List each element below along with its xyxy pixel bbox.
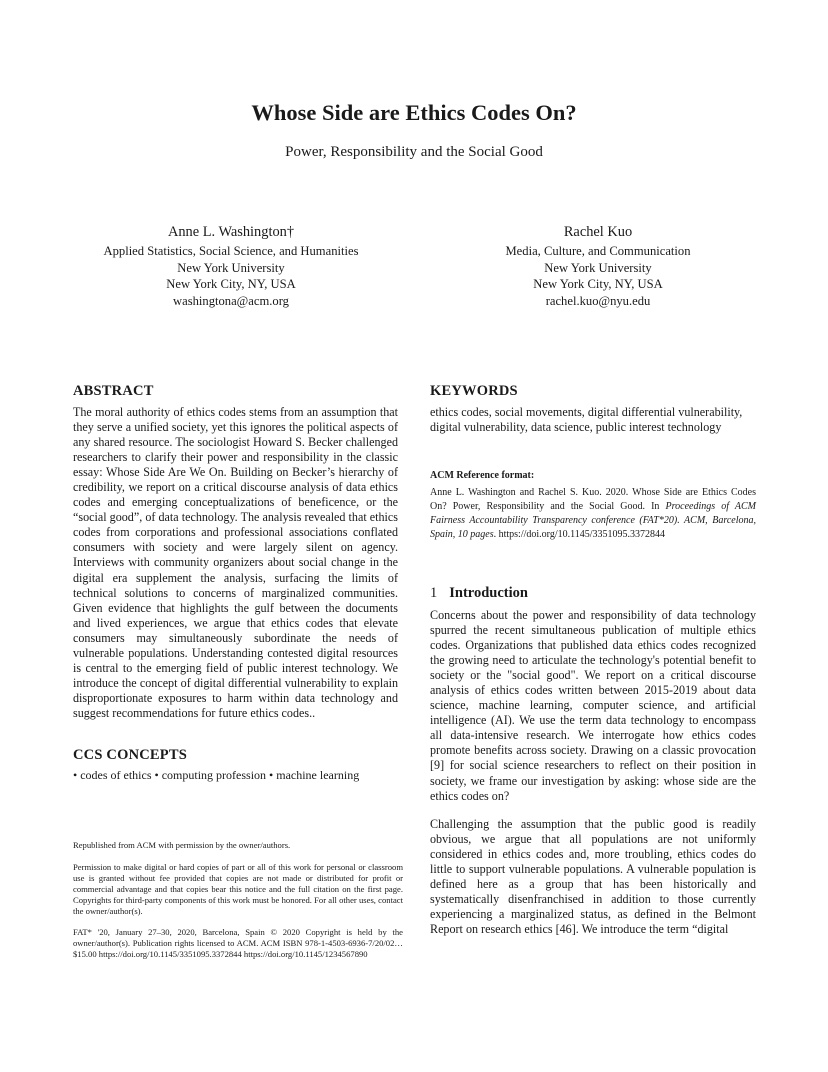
abstract-heading: ABSTRACT [73, 383, 154, 399]
acm-reference-text [430, 486, 756, 542]
section-number: 1 [430, 585, 438, 601]
author-email[interactable]: rachel.kuo@nyu.edu [545, 293, 651, 308]
author-institution: New York University [177, 260, 285, 275]
keywords-heading: KEYWORDS [430, 383, 518, 399]
paper-title: Whose Side are Ethics Codes On? [251, 100, 577, 125]
author-affiliation: Applied Statistics, Social Science, and Humanities [103, 244, 359, 259]
acm-reference-doi[interactable]: . https://doi.org/10.1145/3351095.3372844 [493, 529, 666, 540]
author-block-2 [428, 224, 768, 309]
introduction-paragraph-2: Challenging the assumption that the public good is readily obvious, we argue that all populations are not uniformly considered in ethics codes and, more troubling, ethics codes do little to support vulnerable populations. A vulnerable population is defined here as a group that has been historically and systematically disenfranchised in addition to those currently experiencing a marginalized status, as defined in the Belmont Report on research ethics [46]. We introduce the term “digital [430, 817, 756, 937]
abstract-text: The moral authority of ethics codes stems from an assumption that they serve a unified society, yet this ignores the political aspects of any shared resource. The sociologist Howard S. Becker challenged researchers to clarify their power and responsibility in the classic essay: Whose Side Are We On. Building on Becker’s hierarchy of credibility, we report on a critical discourse analysis of data ethics codes and emerging conceptualizations of beneficence, or the “social good”, of data technology. The analysis revealed that ethics codes from corporations and professional associations conflated consumers with society and were largely silent on agency. Interviews with community organizers about social change in the digital era supplement the analysis, surfacing the limits of technical solutions to concerns of marginalized communities. Given evidence that highlights the gulf between the documents and lived experiences, we argue that ethics codes that elevate consumers may simultaneously subordinate the needs of vulnerable populations. Understanding contested digital resources is central to the emerging field of public interest technology. We introduce the concept of digital differential vulnerability to explain disproportionate exposures to harm within data technology and suggest recommendations for future ethics codes.. [73, 405, 398, 720]
ccs-concepts-heading: CCS CONCEPTS [73, 747, 187, 763]
acm-reference-heading: ACM Reference format: [430, 470, 535, 481]
keywords-text: ethics codes, social movements, digital differential vulnerability, digital vulnerability, data science, public interest technology [430, 405, 743, 435]
author-name: Anne L. Washington† [167, 224, 295, 240]
introduction-paragraph-1: Concerns about the power and responsibility of data technology spurred the recent simultaneous publication of multiple ethics codes. Organizations that published data ethics codes recognized the growing need to articulate the technology's potential benefit to society or the "social good". We report on a critical discourse analysis of ethics codes written between 2015-2019 about data science, machine learning, computer science, and artificial intelligence (AI). We use the term data technology to encompass all data-intensive research. We interrogate how ethics codes promote benefits across society. Drawing on a classic provocation [9] for social science researchers to reflect on their position in society, we frame our investigation by asking: whose side are the ethics codes on? [430, 608, 756, 803]
section-title: Introduction [449, 585, 528, 601]
author-location: New York City, NY, USA [533, 277, 663, 292]
ccs-concepts-text: • codes of ethics • computing profession • machine learning [73, 768, 360, 782]
author-affiliation: Media, Culture, and Communication [505, 244, 691, 259]
acm-reference-venue: Proceedings of ACM Fairness Accountability Transparency conference (FAT*20). ACM, Barcelona, Spain, 10 pages [430, 501, 756, 540]
republished-note: Republished from ACM with permission by the owner/authors. [73, 840, 291, 850]
author-email[interactable]: washingtona@acm.org [173, 293, 289, 308]
paper-subtitle: Power, Responsibility and the Social Good [285, 144, 543, 160]
conference-copyright-note: FAT* '20, January 27–30, 2020, Barcelona, Spain © 2020 Copyright is held by the owner/author(s). Publication rights licensed to ACM. ACM ISBN 978-1-4503-6936-7/20/02…$15.00 https://doi.org/10.1145/3351095.3372844 https://doi.org/10.1145/1234567890 [73, 927, 403, 959]
author-location: New York City, NY, USA [166, 277, 296, 292]
author-name: Rachel Kuo [563, 224, 633, 240]
acm-reference-authors: Anne L. Washington and Rachel S. Kuo. 2020. Whose Side are Ethics Codes On? Power, Responsibility and the Social Good. In [430, 487, 756, 512]
author-institution: New York University [544, 260, 652, 275]
permission-note: Permission to make digital or hard copies of part or all of this work for personal or classroom use is granted without fee provided that copies are not made or distributed for profit or commercial advantage and that copies bear this notice and the full citation on the first page. Copyrights for third-party components of this work must be honored. For all other uses, contact the owner/author(s). [73, 862, 403, 916]
introduction-heading [430, 585, 528, 602]
author-block-1 [60, 224, 402, 309]
